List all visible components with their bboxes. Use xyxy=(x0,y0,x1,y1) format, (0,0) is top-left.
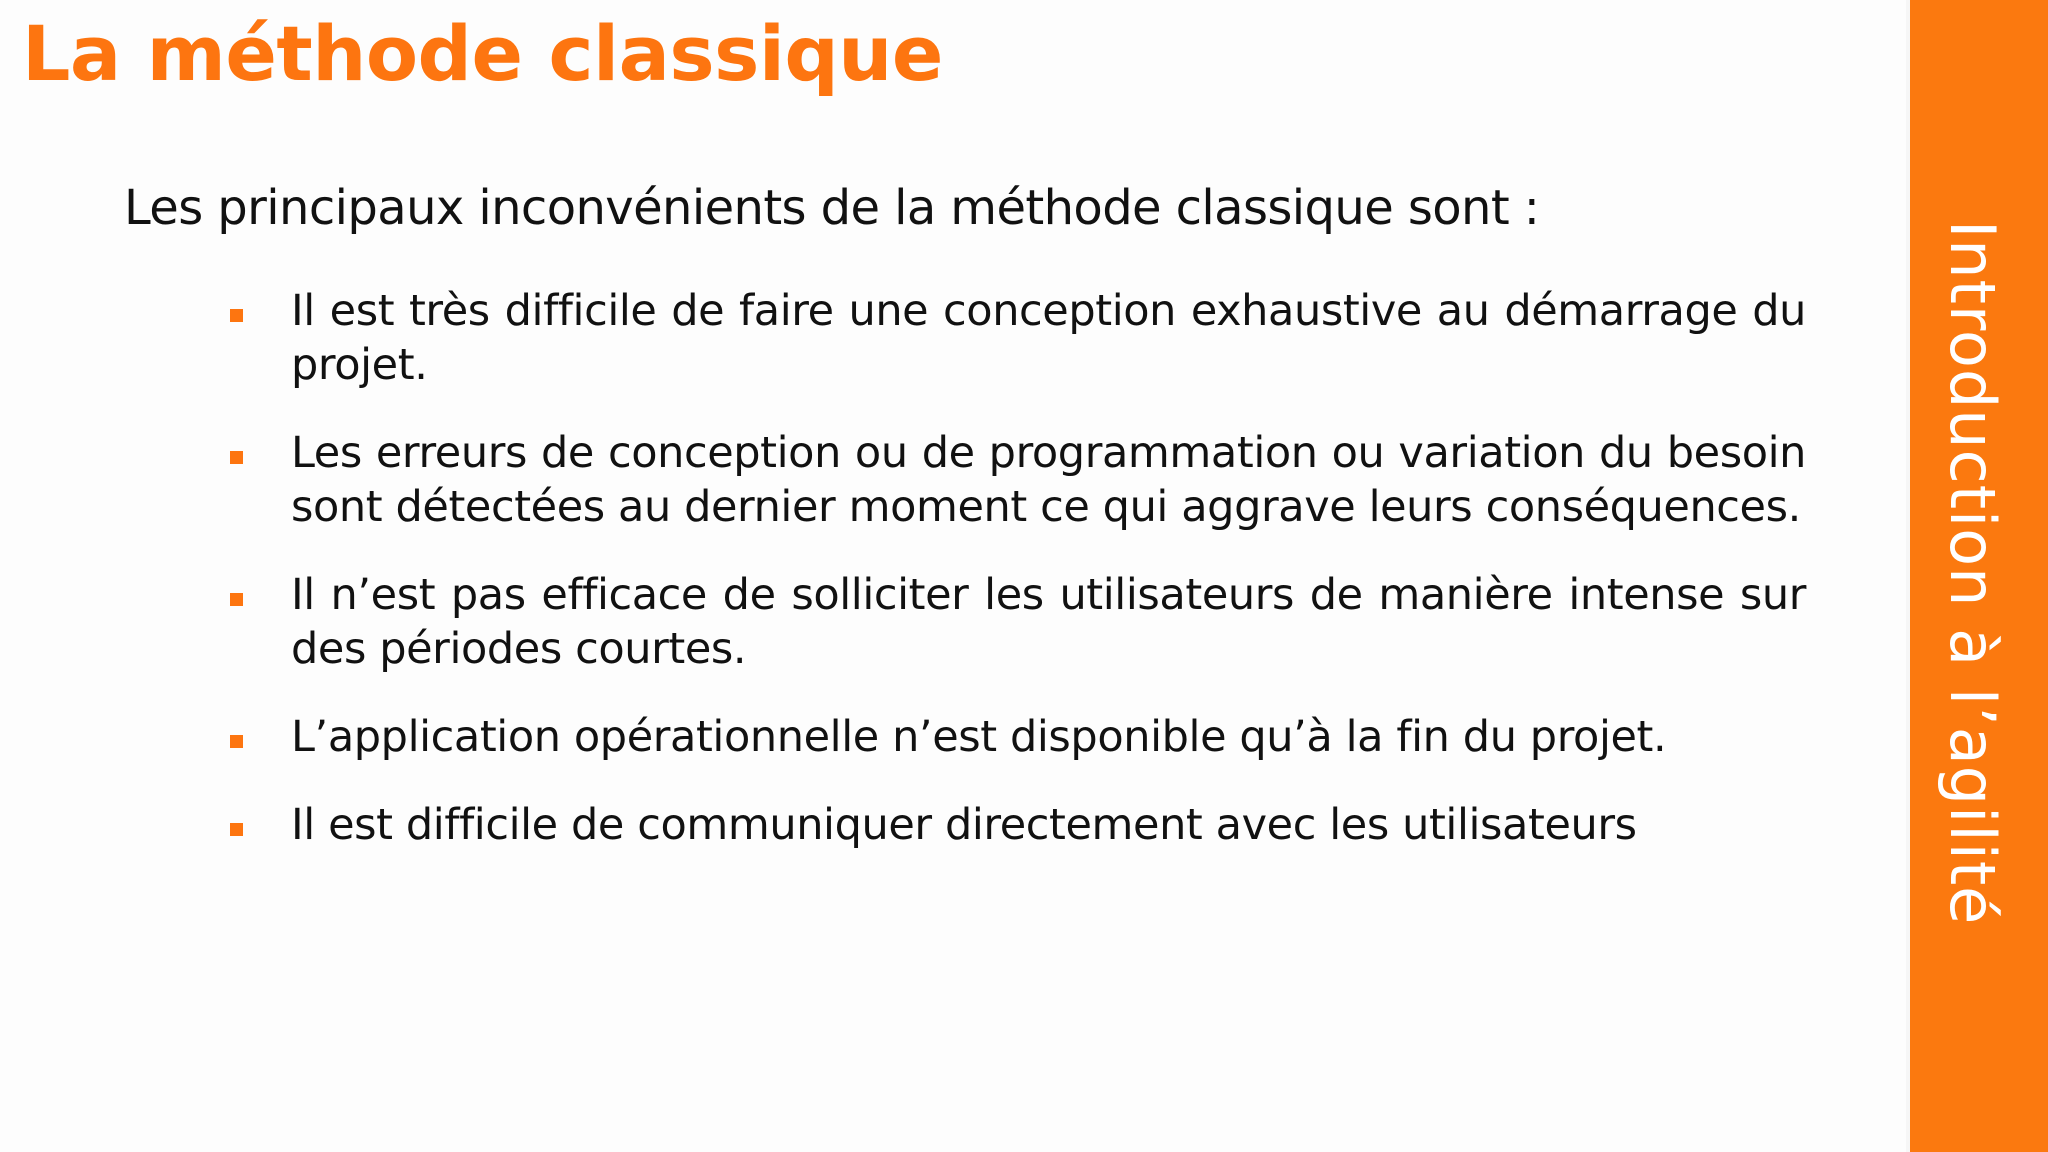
bullet-item xyxy=(230,798,1806,852)
orange-square-bullet-icon xyxy=(230,735,243,748)
slide-title: La méthode classique xyxy=(22,9,943,98)
orange-square-bullet-icon xyxy=(230,823,243,836)
orange-square-bullet-icon xyxy=(230,309,243,322)
side-band xyxy=(1910,0,2048,1152)
orange-square-bullet-icon xyxy=(230,451,243,464)
bullet-text: Il n’est pas efficace de solliciter les utilisateurs de manière intense sur des périodes courtes. xyxy=(291,570,1806,674)
bullet-list xyxy=(230,284,1806,886)
bullet-text: L’application opérationnelle n’est disponible qu’à la fin du projet. xyxy=(291,712,1667,762)
bullet-item xyxy=(230,568,1806,676)
intro-text: Les principaux inconvénients de la méthode classique sont : xyxy=(124,180,1540,236)
bullet-text: Les erreurs de conception ou de programmation ou variation du besoin sont détectées au dernier moment ce qui aggrave leurs conséquences. xyxy=(291,428,1806,532)
side-section-title: Introduction à l’agilité xyxy=(1936,220,2009,926)
bullet-item xyxy=(230,710,1806,764)
bullet-text: Il est très difficile de faire une conception exhaustive au démarrage du projet. xyxy=(291,286,1806,390)
bullet-item xyxy=(230,284,1806,392)
bullet-text: Il est difficile de communiquer directement avec les utilisateurs xyxy=(291,800,1637,850)
bullet-item xyxy=(230,426,1806,534)
orange-square-bullet-icon xyxy=(230,593,243,606)
